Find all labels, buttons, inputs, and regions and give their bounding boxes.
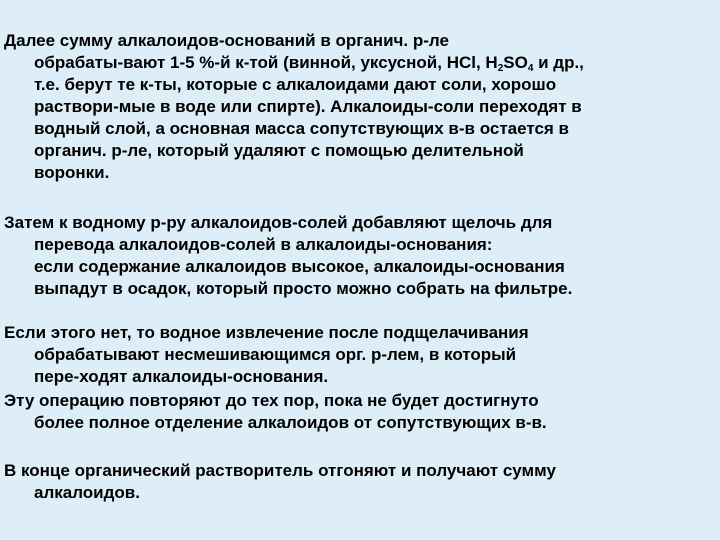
text-line: если содержание алкалоидов высокое, алкалоиды-основания xyxy=(34,257,565,276)
text-line: алкалоидов. xyxy=(34,483,140,502)
text-line: перевода алкалоидов-солей в алкалоиды-основания: xyxy=(34,235,493,254)
text-line: раствори-мые в воде или спирте). Алкалоиды-соли переходят в xyxy=(34,97,582,116)
text-line: Затем к водному р-ру алкалоидов-солей добавляют щелочь для xyxy=(4,213,553,232)
text-line: воронки. xyxy=(34,163,110,182)
text-segment: SO xyxy=(503,53,528,72)
text-line-with-formula xyxy=(4,52,716,74)
paragraph-purification xyxy=(4,30,716,184)
text-line: Если этого нет, то водное извлечение после подщелачивания xyxy=(4,323,529,342)
paragraph-extraction xyxy=(4,322,716,388)
text-segment: обрабаты-вают 1-5 %-й к-той (винной, уксусной, HCl, H xyxy=(34,53,498,72)
subscript: 2 xyxy=(497,63,504,74)
text-segment: и др., xyxy=(533,53,584,72)
text-line: более полное отделение алкалоидов от сопутствующих в-в. xyxy=(34,413,547,432)
paragraph-repetition xyxy=(4,390,716,434)
text-line: водный слой, а основная масса сопутствующих в-в остается в xyxy=(34,119,569,138)
text-line: Эту операцию повторяют до тех пор, пока не будет достигнуто xyxy=(4,391,539,410)
subscript: 4 xyxy=(527,63,534,74)
text-line: пере-ходят алкалоиды-основания. xyxy=(34,367,329,386)
text-line: органич. р-ле, который удаляют с помощью делительной xyxy=(34,141,524,160)
text-line: выпадут в осадок, который просто можно собрать на фильтре. xyxy=(34,279,573,298)
paragraph-conclusion xyxy=(4,460,716,504)
text-line: обрабатывают несмешивающимся орг. р-лем, в который xyxy=(34,345,517,364)
paragraph-alkalization xyxy=(4,212,716,300)
text-line: Далее сумму алкалоидов-оснований в органич. р-ле xyxy=(4,31,449,50)
text-line: В конце органический растворитель отгоняют и получают сумму xyxy=(4,461,556,480)
text-line: т.е. берут те к-ты, которые с алкалоидами дают соли, хорошо xyxy=(34,75,557,94)
